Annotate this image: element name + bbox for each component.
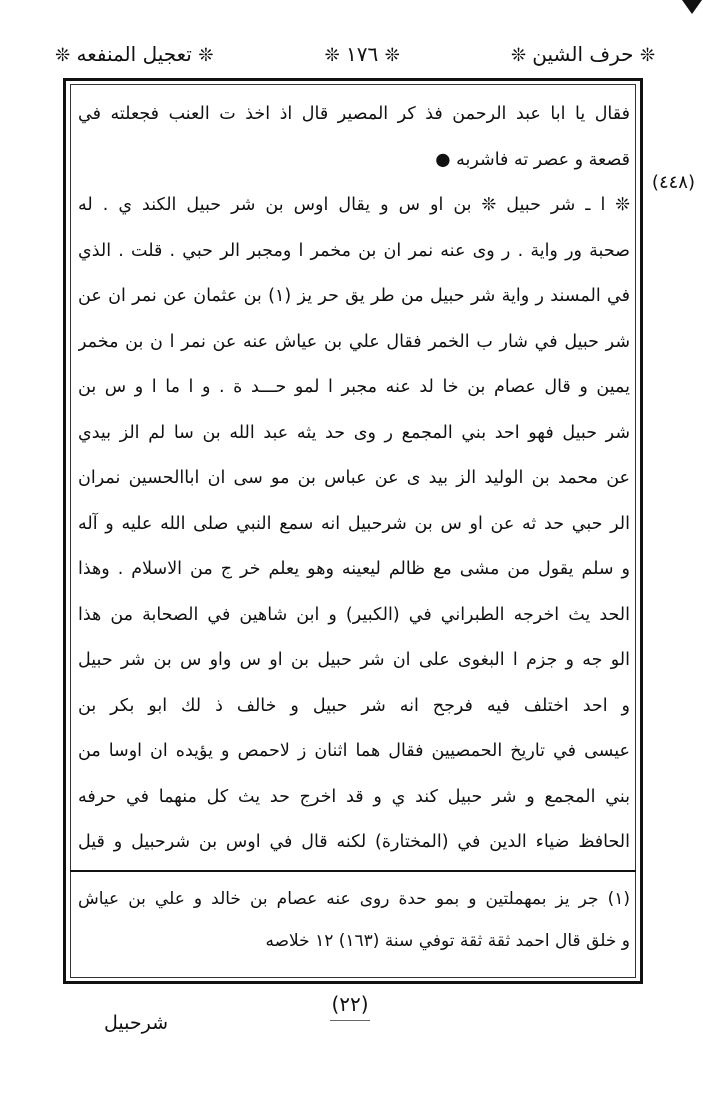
footnotes [78, 878, 630, 962]
page-number-bottom: (٢٢) [331, 992, 369, 1016]
ornament-icon: ❊ [198, 45, 214, 66]
header-right-title: تعجيل المنفعه [76, 42, 192, 66]
header-left-title-group [511, 42, 655, 66]
text-line: يمين و قال عصام بن خا لد عنه مجبر ا لمو حـــد ة . و ا ما ا و س بن [78, 377, 630, 397]
corner-mark [682, 0, 702, 14]
text-line: شر حبيل في شار ب الخمر فقال علي بن عياش عنه عن نمر ا ن بن مخمر [78, 331, 630, 352]
text-line: فقال يا ابا عبد الرحمن فذ كر المصير قال اذ اخذ ت العنب فجعلته في [78, 104, 630, 124]
header-page-number-group [325, 42, 400, 66]
page-number-underline [330, 1020, 370, 1021]
margin-entry-number: (٤٤٨) [651, 172, 695, 193]
ornament-icon: ❊ [510, 45, 526, 66]
text-line: الر حبي حد ثه عن او س بن شرحبيل انه سمع النبي صلى الله عليه و آله [78, 513, 630, 534]
page-header [55, 34, 655, 74]
footnote-separator [70, 870, 636, 872]
footnote-line: (١) جر يز بمهملتين و بمو حدة روى عنه عصام بن خالد و علي بن عياش [78, 889, 630, 909]
footnote-line: و خلق قال احمد ثقة ثقة توفي سنة (١٦٣) ١٢ خلاصه [265, 931, 630, 951]
text-line: عيسى في تاريخ الحمصيين فقال هما اثنان ز لاحمص و يؤيده ان اوسا من [78, 741, 630, 761]
text-line: ❊ ا ـ شر حبيل ❊ بن او س و يقال اوس بن شر حبيل الكند ي . له [78, 195, 630, 215]
text-line: في المسند ر واية شر حبيل من طر يق حر يز (١) بن عثمان عن نمر ان عن [78, 286, 630, 306]
header-page-number: ١٧٦ [345, 42, 379, 66]
text-line: صحبة ور واية . ر وى عنه نمر ان بن مخمر ا ومجبر الر حبي . قلت . الذي [78, 240, 630, 261]
text-line: الو جه و جزم ا البغوى على ان شر حبيل بن او س واو س بن شر حبيل [78, 650, 630, 670]
text-line: عن محمد بن الوليد الز بيد ى عن عباس بن مو سى ان اباالحسين نمران [78, 468, 630, 488]
header-right-title-group [55, 42, 213, 66]
text-line: شر حبيل فهو احد بني المجمع ر وى حد يثه عبد الله بن سا لم الز بيدي [78, 422, 630, 443]
text-line: الحد يث اخرجه الطبراني في (الكبير) و ابن شاهين في الصحابة من هذا [78, 604, 630, 625]
ornament-icon: ❊ [639, 45, 655, 66]
catchword: شرحبيل [104, 1012, 169, 1034]
text-line: بني المجمع و شر حبيل كند ي و قد اخرج حد يث كل منهما في حرفه [78, 786, 630, 807]
header-left-title: حرف الشين [532, 42, 634, 66]
text-line: الحافظ ضياء الدين في (المختارة) لكنه قال في اوس بن شرحبيل و قيل [78, 832, 630, 852]
ornament-icon: ❊ [384, 45, 400, 66]
text-line: و احد اختلف فيه فرجح انه شر حبيل و خالف ذ لك ابو بكر بن [78, 695, 630, 716]
main-text [78, 92, 630, 866]
text-line: و سلم يقول من مشى مع ظالم ليعينه وهو يعلم خر ج من الاسلام . وهذا [78, 559, 630, 579]
ornament-icon: ❊ [324, 45, 340, 66]
text-line: قصعة و عصر ته فاشربه ● [435, 149, 630, 170]
ornament-icon: ❊ [55, 45, 71, 66]
